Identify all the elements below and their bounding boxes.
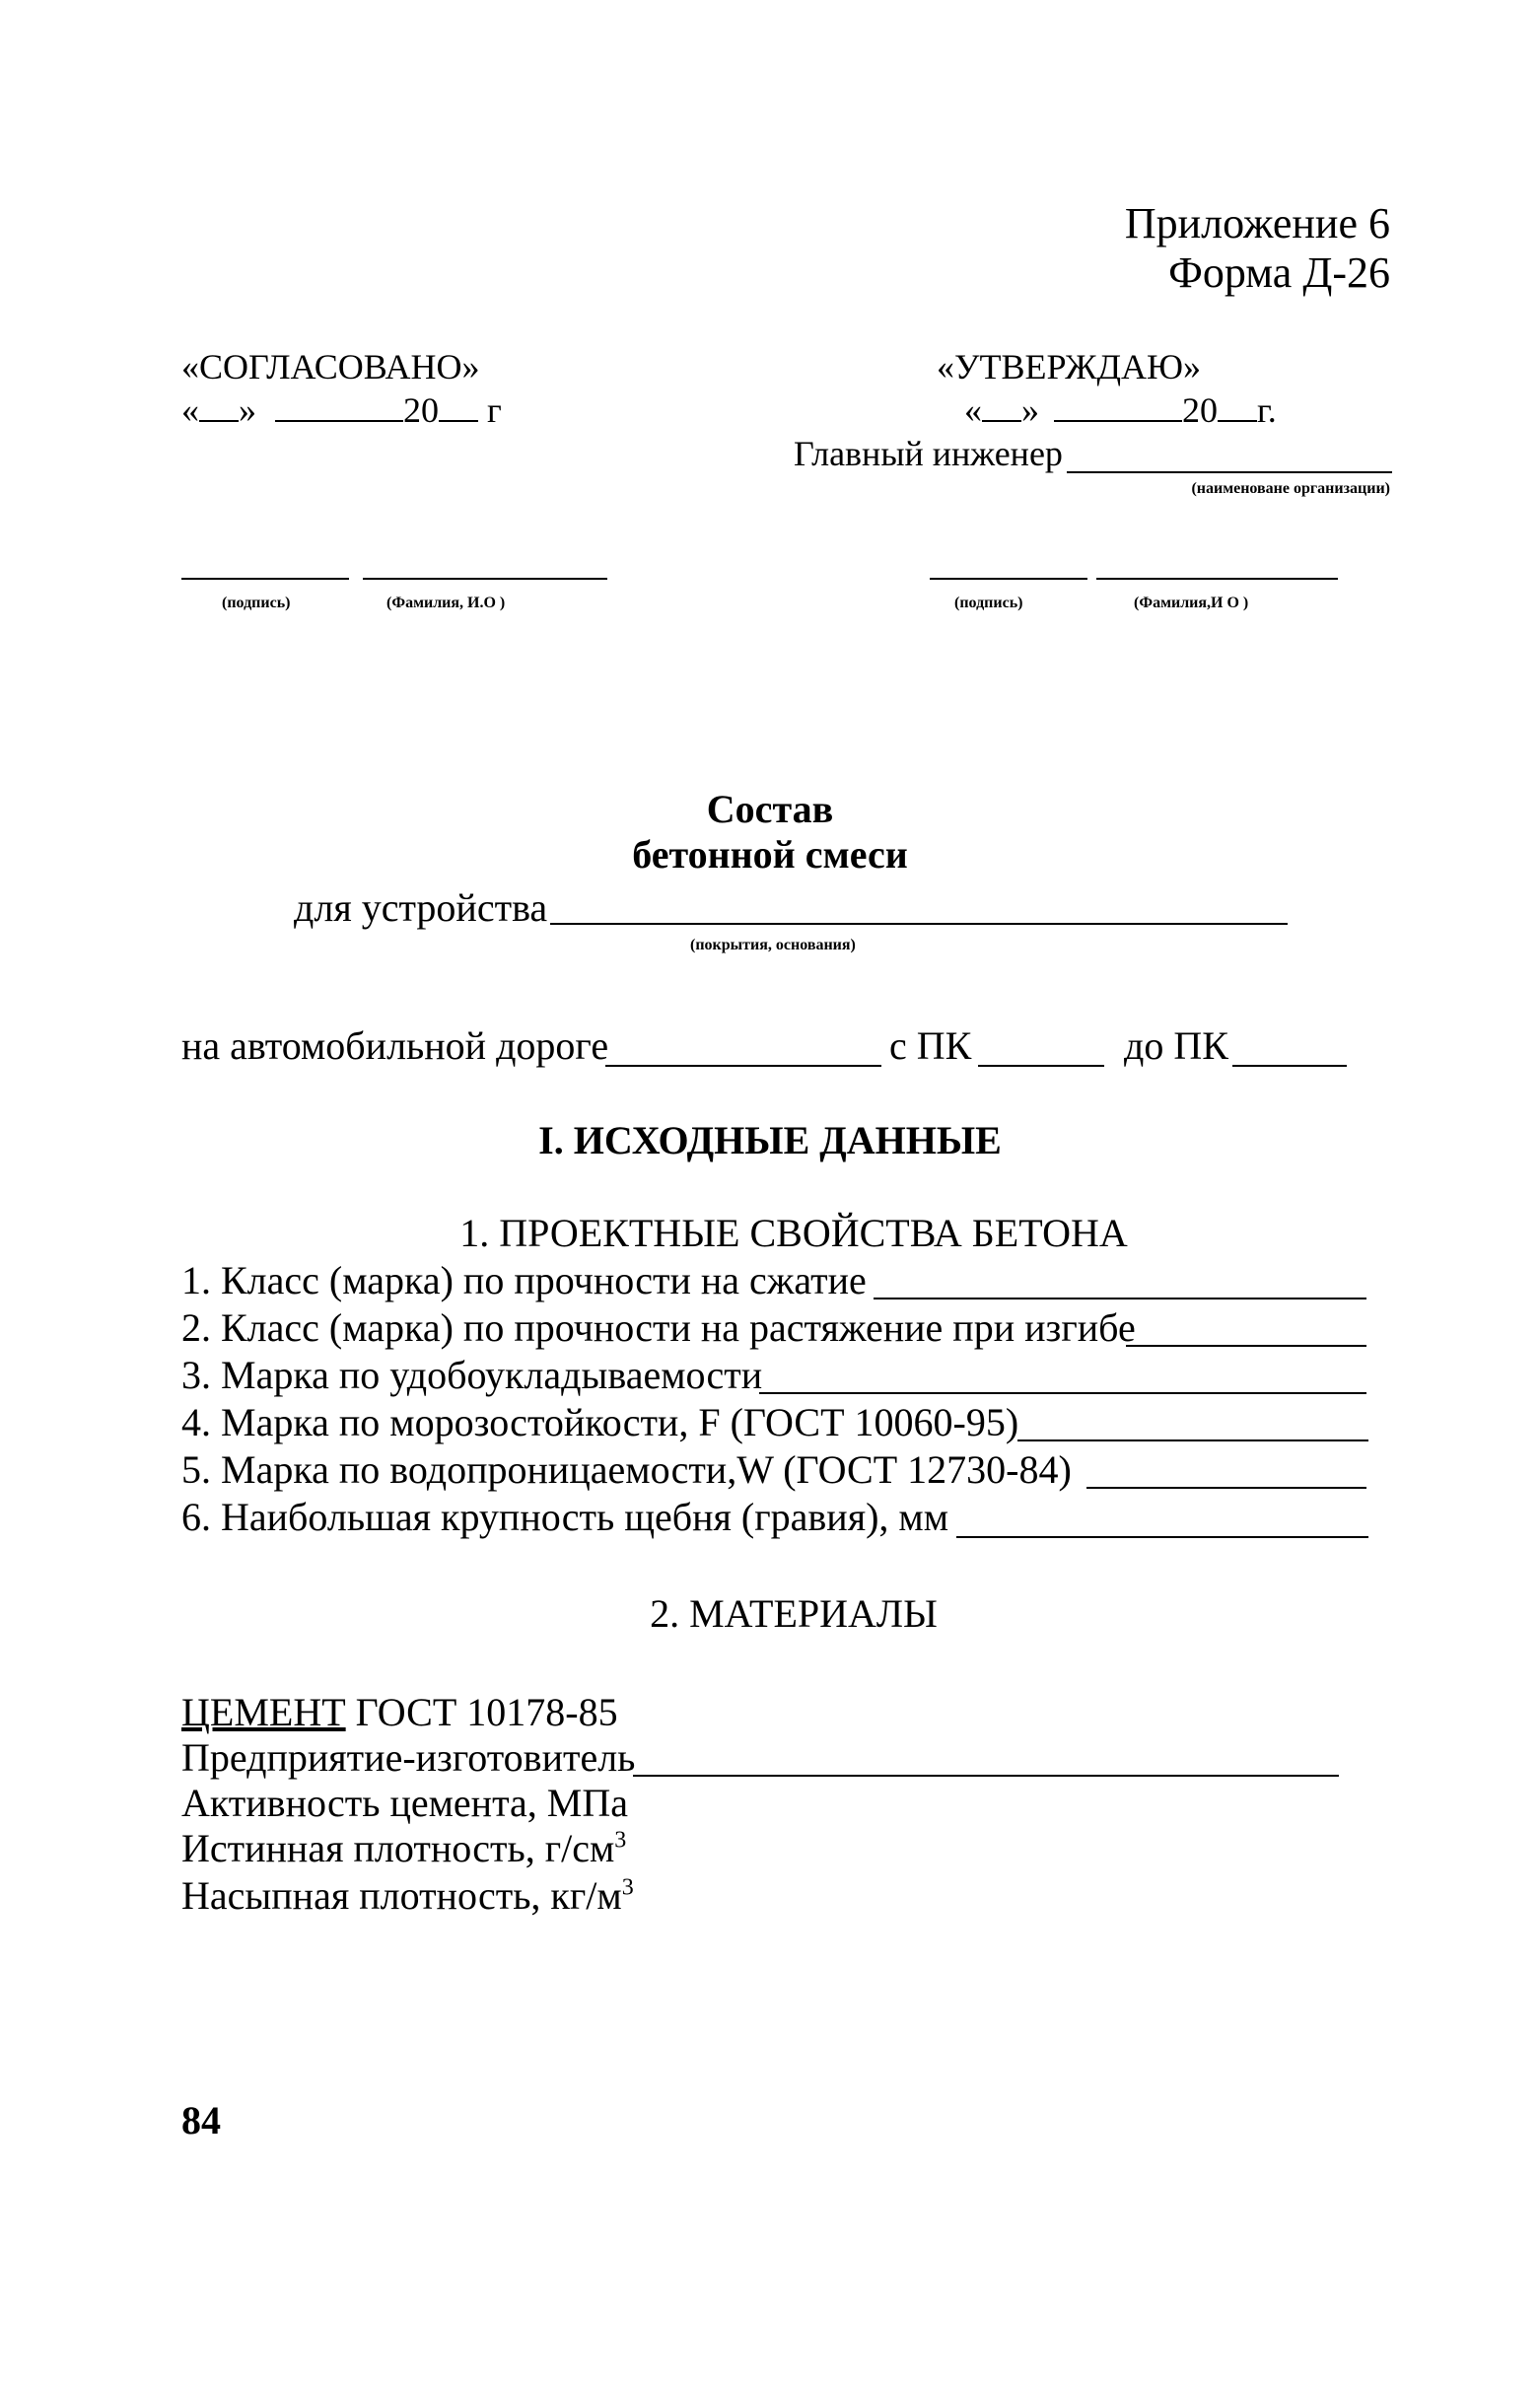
right-name-caption: (Фамилия,И О ) (1134, 595, 1249, 611)
organization-caption: (наименоване организации) (1191, 480, 1390, 497)
property-item-6: 6. Наибольшая крупность щебня (гравия), мм (181, 1495, 949, 1539)
to-pk-label: до ПК (1124, 1023, 1228, 1068)
property-line-4[interactable] (1017, 1439, 1368, 1441)
page-number: 84 (181, 2098, 221, 2142)
doc-title-line1: Состав (706, 787, 834, 831)
property-line-5[interactable] (1086, 1487, 1366, 1489)
subsection-materials: 2. МАТЕРИАЛЫ (650, 1591, 938, 1636)
right-name-line[interactable] (1096, 578, 1338, 580)
approval-right-date: « » 20 г. (964, 390, 1277, 430)
bulk-density-label: Насыпная плотность, $кг/м^3$ (181, 1873, 634, 1918)
manufacturer-line[interactable] (633, 1775, 1339, 1777)
property-item-2: 2. Класс (марка) по прочности на растяжение при изгибе (181, 1305, 1136, 1350)
organization-line[interactable] (1067, 471, 1392, 473)
subsection-properties: 1. ПРОЕКТНЫЕ СВОЙСТВА БЕТОНА (459, 1211, 1128, 1255)
purpose-label: для устройства (294, 885, 548, 930)
property-line-2[interactable] (1126, 1345, 1366, 1347)
property-item-1: 1. Класс (марка) по прочности на сжатие (181, 1258, 867, 1302)
property-item-5: 5. Марка по водопроницаемости,W (ГОСТ 12730-84) (181, 1447, 1072, 1492)
appendix-label: Приложение 6 (1124, 199, 1390, 247)
property-line-3[interactable] (759, 1392, 1366, 1394)
property-line-6[interactable] (956, 1536, 1368, 1538)
chief-engineer-label: Главный инженер (794, 434, 1063, 473)
from-pk-label: с ПК (889, 1023, 972, 1068)
property-item-4: 4. Марка по морозостойкости, F (ГОСТ 10060-95) (181, 1400, 1019, 1444)
from-pk-line[interactable] (978, 1065, 1104, 1067)
cement-activity-label: Активность цемента, МПа (181, 1781, 629, 1825)
approval-right-title: «УТВЕРЖДАЮ» (937, 347, 1202, 386)
left-name-line[interactable] (363, 578, 607, 580)
left-name-caption: (Фамилия, И.О ) (386, 595, 506, 611)
form-label: Форма Д-26 (1168, 248, 1390, 297)
approval-left-date: « » 20 г (181, 390, 502, 430)
cement-heading (181, 1690, 618, 1735)
road-label: на автомобильной дороге (181, 1023, 609, 1068)
cement-label: ЦЕМЕНТ (181, 1690, 346, 1734)
manufacturer-label: Предприятие-изготовитель (181, 1735, 636, 1780)
property-line-1[interactable] (874, 1298, 1366, 1299)
right-signature-caption: (подпись) (954, 595, 1023, 611)
right-signature-line[interactable] (930, 578, 1087, 580)
section-heading: I. ИСХОДНЫЕ ДАННЫЕ (538, 1118, 1002, 1162)
left-signature-caption: (подпись) (222, 595, 291, 611)
purpose-caption: (покрытия, основания) (690, 937, 856, 953)
left-signature-line[interactable] (181, 578, 349, 580)
property-item-3: 3. Марка по удобоукладываемости (181, 1353, 763, 1397)
road-line[interactable] (605, 1065, 881, 1067)
true-density-label: Истинная плотность, $г/см^3$ (181, 1826, 627, 1870)
to-pk-line[interactable] (1232, 1065, 1347, 1067)
doc-title-line2: бетонной смеси (632, 832, 908, 877)
cement-standard: ГОСТ 10178-85 (355, 1690, 618, 1734)
approval-left-title: «СОГЛАСОВАНО» (181, 347, 480, 386)
purpose-line[interactable] (550, 923, 1288, 925)
